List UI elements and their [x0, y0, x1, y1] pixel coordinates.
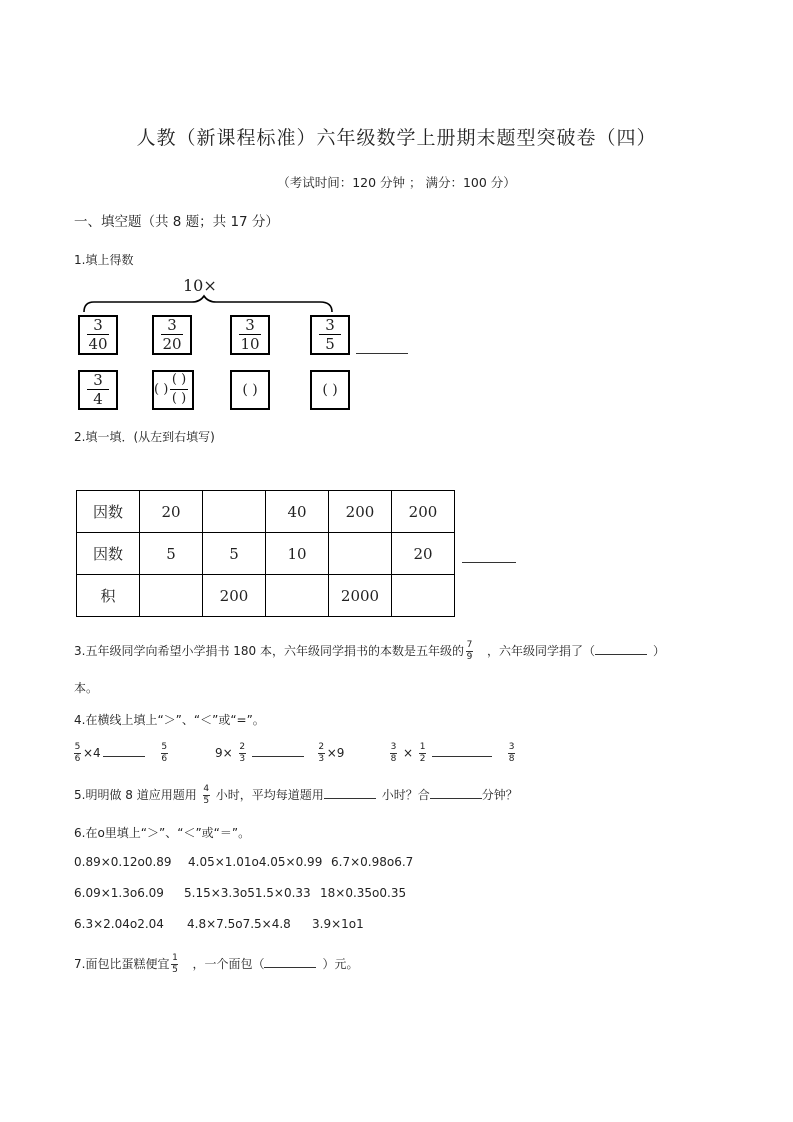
q4-label: 4.在横线上填上“＞”、“＜”或“=”。 — [74, 713, 265, 727]
q6-item: 4.8×7.5ο7.5×4.8 — [187, 917, 291, 931]
page-title: 人教（新课程标准）六年级数学上册期末题型突破卷（四） — [136, 127, 657, 149]
q1-label: 1.填上得数 — [74, 253, 134, 267]
q5-blank-2[interactable] — [430, 786, 482, 799]
q1-box-3: 3 10 — [230, 315, 270, 355]
q1-box-8[interactable]: ( ) — [310, 370, 350, 410]
exam-info: （考试时间：120 分钟 ； 满分：100 分） — [277, 175, 516, 190]
q1-box-1: 3 40 — [78, 315, 118, 355]
q3-unit: 本。 — [74, 681, 99, 695]
q6-item: 18×0.35ο0.35 — [320, 886, 407, 900]
q3-answer-blank[interactable] — [595, 642, 647, 655]
q4-blank-2[interactable] — [252, 744, 304, 757]
q5-line: 5.明明做 8 道应用题用 $\frac{4}{5}$ 小时，平均每道题用 小时？合 分钟？ — [74, 784, 518, 806]
q2-label: 2.填一填．(从左到右填写) — [74, 430, 215, 444]
table-row: 因数 20 40 200 200 — [77, 491, 455, 533]
q6-item: 6.09×1.3ο6.09 — [74, 886, 164, 900]
q1-brace — [80, 294, 340, 316]
q3-line: 3.五年级同学向希望小学捐书 180 本，六年级同学捐书的本数是五年级的 $\frac{7}{9}$ ，六年级同学捐了（ ） — [74, 640, 666, 662]
q5-blank-1[interactable] — [324, 786, 376, 799]
q6-item: 6.7×0.98ο6.7 — [331, 855, 414, 869]
q1-box-5: 3 4 — [78, 370, 118, 410]
q4-expr-1: $\frac{5}{6}$ ×4 $\frac{5}{6}$ — [74, 742, 168, 764]
q6-item: 3.9×1ο1 — [312, 917, 364, 931]
table-row: 积 200 2000 — [77, 575, 455, 617]
q1-answer-blank[interactable] — [356, 341, 408, 354]
q1-box-2: 3 20 — [152, 315, 192, 355]
q6-item: 5.15×3.3ο51.5×0.33 — [184, 886, 311, 900]
q7-answer-blank[interactable] — [264, 955, 316, 968]
q1-box-7[interactable]: ( ) — [230, 370, 270, 410]
q6-item: 0.89×0.12ο0.89 — [74, 855, 172, 869]
q6-item: 4.05×1.01ο4.05×0.99 — [188, 855, 323, 869]
q2-table — [76, 490, 455, 617]
q1-box-4: 3 5 — [310, 315, 350, 355]
q1-box-6[interactable]: ( ) ( ) ( ) — [152, 370, 194, 410]
q2-answer-blank[interactable] — [462, 550, 516, 563]
q4-expr-3: $\frac{3}{8}$ × $\frac{1}{2}$ $\frac{3}{8}$ — [390, 742, 515, 764]
section-heading: 一、填空题（共 8 题；共 17 分） — [74, 214, 279, 230]
q4-blank-3[interactable] — [432, 744, 492, 757]
q1-multiplier: 10× — [183, 276, 217, 295]
q4-expr-2: 9× $\frac{2}{3}$ $\frac{2}{3}$ ×9 — [215, 742, 345, 764]
q7-line: 7.面包比蛋糕便宜 $\frac{1}{5}$ ，一个面包（ ）元。 — [74, 953, 359, 975]
q6-label: 6.在ο里填上“＞”、“＜”或“＝”。 — [74, 826, 251, 840]
q6-item: 6.3×2.04ο2.04 — [74, 917, 164, 931]
table-row: 因数 5 5 10 20 — [77, 533, 455, 575]
q4-blank-1[interactable] — [103, 744, 145, 757]
